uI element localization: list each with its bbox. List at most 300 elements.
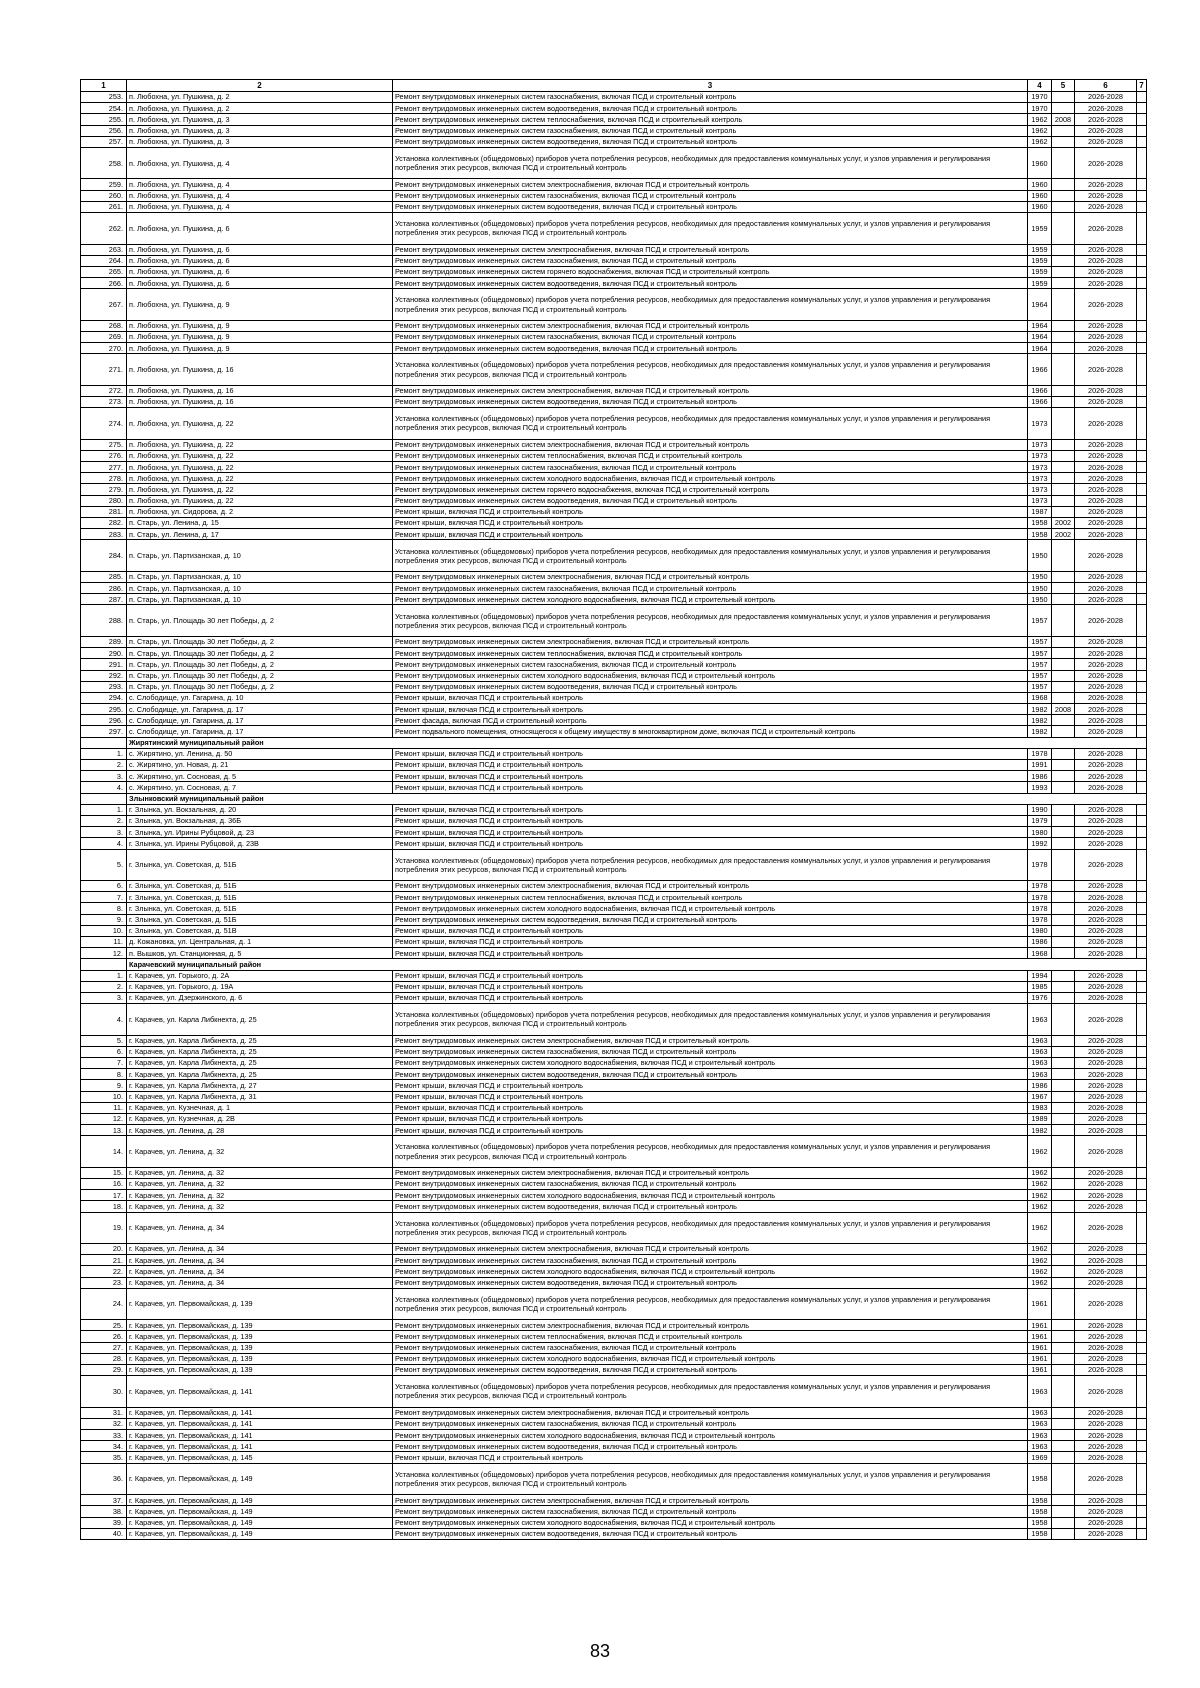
table-row: [81, 605, 1147, 637]
row-number-cell: 286.: [81, 583, 127, 594]
table-row: [81, 1376, 1147, 1408]
extra-cell: [1137, 892, 1147, 903]
build-year-cell: 1959: [1028, 266, 1052, 277]
planned-period-cell: 2026-2028: [1075, 1365, 1137, 1376]
build-year-cell: 1973: [1028, 408, 1052, 440]
last-repair-year-cell: [1052, 473, 1075, 484]
row-number-cell: 29.: [81, 1365, 127, 1376]
row-number-cell: 28.: [81, 1353, 127, 1364]
planned-period-cell: 2026-2028: [1075, 849, 1137, 881]
work-type-cell: Ремонт внутридомовых инженерных систем водоотведения, включая ПСД и строительный контроль: [393, 1277, 1028, 1288]
last-repair-year-cell: [1052, 1452, 1075, 1463]
extra-cell: [1137, 571, 1147, 582]
row-number-cell: 30.: [81, 1376, 127, 1408]
row-number-cell: 282.: [81, 518, 127, 529]
build-year-cell: 1964: [1028, 289, 1052, 321]
work-type-cell: Ремонт крыши, включая ПСД и строительный контроль: [393, 748, 1028, 759]
work-type-cell: Установка коллективных (общедомовых) приборов учета потребления ресурсов, необходимых для предоставления коммунальных услуг, и узлов управления и регулирования потребления этих ресурсов, включая ПСД и строительный контроль: [393, 289, 1028, 321]
last-repair-year-cell: [1052, 244, 1075, 255]
row-number-cell: 20.: [81, 1244, 127, 1255]
row-number-cell: 297.: [81, 726, 127, 737]
row-number-cell: 274.: [81, 408, 127, 440]
table-row: [81, 1528, 1147, 1539]
address-cell: г. Карачев, ул. Карла Либкнехта, д. 25: [127, 1004, 393, 1036]
table-row: [81, 1506, 1147, 1517]
work-type-cell: Ремонт внутридомовых инженерных систем водоотведения, включая ПСД и строительный контроль: [393, 201, 1028, 212]
extra-cell: [1137, 936, 1147, 947]
extra-cell: [1137, 636, 1147, 647]
row-number-cell: 271.: [81, 354, 127, 386]
table-row: [81, 540, 1147, 572]
extra-cell: [1137, 1212, 1147, 1244]
work-type-cell: Ремонт внутридомовых инженерных систем электроснабжения, включая ПСД и строительный контроль: [393, 1407, 1028, 1418]
extra-cell: [1137, 1057, 1147, 1068]
address-cell: г. Злынка, ул. Советская, д. 51Б: [127, 914, 393, 925]
build-year-cell: 1959: [1028, 278, 1052, 289]
row-number-cell: 27.: [81, 1342, 127, 1353]
work-type-cell: Установка коллективных (общедомовых) приборов учета потребления ресурсов, необходимых для предоставления коммунальных услуг, и узлов управления и регулирования потребления этих ресурсов, включая ПСД и строительный контроль: [393, 1376, 1028, 1408]
last-repair-year-cell: [1052, 583, 1075, 594]
row-number-cell: 18.: [81, 1201, 127, 1212]
section-header-row: [81, 959, 1147, 970]
last-repair-year-cell: [1052, 881, 1075, 892]
build-year-cell: 1978: [1028, 881, 1052, 892]
build-year-cell: 1966: [1028, 385, 1052, 396]
table-row: [81, 715, 1147, 726]
row-number-cell: 9.: [81, 1080, 127, 1091]
planned-period-cell: 2026-2028: [1075, 692, 1137, 703]
address-cell: г. Карачев, ул. Карла Либкнехта, д. 31: [127, 1091, 393, 1102]
work-type-cell: Ремонт внутридомовых инженерных систем газоснабжения, включая ПСД и строительный контроль: [393, 1255, 1028, 1266]
work-type-cell: Ремонт внутридомовых инженерных систем горячего водоснабжения, включая ПСД и строительный контроль: [393, 266, 1028, 277]
address-cell: п. Любохна, ул. Пушкина, д. 6: [127, 266, 393, 277]
last-repair-year-cell: [1052, 136, 1075, 147]
last-repair-year-cell: [1052, 1266, 1075, 1277]
row-number-cell: 267.: [81, 289, 127, 321]
row-number-cell: 9.: [81, 914, 127, 925]
last-repair-year-cell: [1052, 1342, 1075, 1353]
address-cell: г. Карачев, ул. Карла Либкнехта, д. 25: [127, 1046, 393, 1057]
table-row: [81, 704, 1147, 715]
address-cell: г. Злынка, ул. Советская, д. 51В: [127, 925, 393, 936]
extra-cell: [1137, 970, 1147, 981]
row-number-cell: 21.: [81, 1255, 127, 1266]
address-cell: п. Любохна, ул. Пушкина, д. 6: [127, 255, 393, 266]
build-year-cell: 1983: [1028, 1102, 1052, 1113]
planned-period-cell: 2026-2028: [1075, 147, 1137, 179]
row-number-cell: 294.: [81, 692, 127, 703]
table-row: [81, 692, 1147, 703]
extra-cell: [1137, 385, 1147, 396]
row-number-cell: 3.: [81, 827, 127, 838]
build-year-cell: 1962: [1028, 1190, 1052, 1201]
last-repair-year-cell: [1052, 439, 1075, 450]
work-type-cell: Ремонт внутридомовых инженерных систем газоснабжения, включая ПСД и строительный контроль: [393, 331, 1028, 342]
extra-cell: [1137, 583, 1147, 594]
planned-period-cell: 2026-2028: [1075, 1080, 1137, 1091]
extra-cell: [1137, 190, 1147, 201]
table-row: [81, 179, 1147, 190]
table-row: [81, 1244, 1147, 1255]
row-number-cell: 284.: [81, 540, 127, 572]
build-year-cell: 1973: [1028, 473, 1052, 484]
last-repair-year-cell: [1052, 1190, 1075, 1201]
work-type-cell: Ремонт крыши, включая ПСД и строительный контроль: [393, 925, 1028, 936]
last-repair-year-cell: [1052, 385, 1075, 396]
row-number-cell: 290.: [81, 648, 127, 659]
planned-period-cell: 2026-2028: [1075, 1190, 1137, 1201]
work-type-cell: Ремонт фасада, включая ПСД и строительный контроль: [393, 715, 1028, 726]
last-repair-year-cell: [1052, 408, 1075, 440]
extra-cell: [1137, 495, 1147, 506]
extra-cell: [1137, 670, 1147, 681]
table-row: [81, 815, 1147, 826]
table-row: [81, 147, 1147, 179]
table-row: [81, 771, 1147, 782]
work-type-cell: Установка коллективных (общедомовых) приборов учета потребления ресурсов, необходимых для предоставления коммунальных услуг, и узлов управления и регулирования потребления этих ресурсов, включая ПСД и строительный контроль: [393, 354, 1028, 386]
row-number-cell: 283.: [81, 529, 127, 540]
build-year-cell: 1959: [1028, 255, 1052, 266]
last-repair-year-cell: [1052, 1046, 1075, 1057]
row-number-cell: 25.: [81, 1320, 127, 1331]
row-number-cell: 33.: [81, 1430, 127, 1441]
extra-cell: [1137, 179, 1147, 190]
address-cell: п. Любохна, ул. Пушкина, д. 22: [127, 495, 393, 506]
build-year-cell: 1963: [1028, 1046, 1052, 1057]
address-cell: п. Любохна, ул. Пушкина, д. 6: [127, 278, 393, 289]
last-repair-year-cell: [1052, 1407, 1075, 1418]
row-number-cell: 268.: [81, 320, 127, 331]
extra-cell: [1137, 782, 1147, 793]
extra-cell: [1137, 540, 1147, 572]
row-number-cell: 272.: [81, 385, 127, 396]
last-repair-year-cell: [1052, 1517, 1075, 1528]
row-number-cell: 266.: [81, 278, 127, 289]
planned-period-cell: 2026-2028: [1075, 1320, 1137, 1331]
planned-period-cell: 2026-2028: [1075, 970, 1137, 981]
table-row: [81, 103, 1147, 114]
last-repair-year-cell: [1052, 1178, 1075, 1189]
planned-period-cell: 2026-2028: [1075, 255, 1137, 266]
build-year-cell: 1994: [1028, 970, 1052, 981]
table-row: [81, 681, 1147, 692]
address-cell: г. Злынка, ул. Советская, д. 51Б: [127, 881, 393, 892]
work-type-cell: Ремонт внутридомовых инженерных систем холодного водоснабжения, включая ПСД и строительный контроль: [393, 473, 1028, 484]
work-type-cell: Ремонт внутридомовых инженерных систем электроснабжения, включая ПСД и строительный контроль: [393, 1167, 1028, 1178]
section-title: Злынковский муниципальный район: [127, 793, 1147, 804]
planned-period-cell: 2026-2028: [1075, 1266, 1137, 1277]
extra-cell: [1137, 1407, 1147, 1418]
address-cell: п. Старь, ул. Площадь 30 лет Победы, д. 2: [127, 659, 393, 670]
address-cell: п. Старь, ул. Площадь 30 лет Победы, д. 2: [127, 681, 393, 692]
extra-cell: [1137, 1463, 1147, 1495]
build-year-cell: 1961: [1028, 1320, 1052, 1331]
last-repair-year-cell: [1052, 540, 1075, 572]
extra-cell: [1137, 594, 1147, 605]
planned-period-cell: 2026-2028: [1075, 715, 1137, 726]
last-repair-year-cell: [1052, 782, 1075, 793]
build-year-cell: 1962: [1028, 1244, 1052, 1255]
row-number-cell: 2.: [81, 760, 127, 771]
table-row: [81, 136, 1147, 147]
row-number-cell: 277.: [81, 462, 127, 473]
build-year-cell: 1973: [1028, 462, 1052, 473]
build-year-cell: 1958: [1028, 1528, 1052, 1539]
table-row: [81, 1102, 1147, 1113]
column-header: 1: [81, 80, 127, 92]
address-cell: г. Карачев, ул. Первомайская, д. 139: [127, 1353, 393, 1364]
row-number-cell: 295.: [81, 704, 127, 715]
build-year-cell: 1989: [1028, 1113, 1052, 1124]
address-cell: г. Карачев, ул. Ленина, д. 34: [127, 1277, 393, 1288]
address-cell: г. Карачев, ул. Первомайская, д. 149: [127, 1506, 393, 1517]
planned-period-cell: 2026-2028: [1075, 540, 1137, 572]
row-number-cell: 31.: [81, 1407, 127, 1418]
address-cell: г. Карачев, ул. Карла Либкнехта, д. 25: [127, 1057, 393, 1068]
last-repair-year-cell: [1052, 1277, 1075, 1288]
table-row: [81, 981, 1147, 992]
row-number-cell: 273.: [81, 397, 127, 408]
last-repair-year-cell: [1052, 1035, 1075, 1046]
address-cell: п. Любохна, ул. Пушкина, д. 3: [127, 114, 393, 125]
last-repair-year-cell: [1052, 1441, 1075, 1452]
extra-cell: [1137, 1376, 1147, 1408]
build-year-cell: 1992: [1028, 838, 1052, 849]
build-year-cell: 1958: [1028, 518, 1052, 529]
row-number-cell: 262.: [81, 213, 127, 245]
work-type-cell: Ремонт крыши, включая ПСД и строительный контроль: [393, 506, 1028, 517]
address-cell: г. Злынка, ул. Советская, д. 51Б: [127, 849, 393, 881]
table-row: [81, 439, 1147, 450]
row-number-cell: 1.: [81, 804, 127, 815]
address-cell: г. Злынка, ул. Советская, д. 51Б: [127, 892, 393, 903]
address-cell: г. Карачев, ул. Первомайская, д. 139: [127, 1342, 393, 1353]
address-cell: п. Любохна, ул. Пушкина, д. 22: [127, 462, 393, 473]
build-year-cell: 1960: [1028, 147, 1052, 179]
last-repair-year-cell: [1052, 190, 1075, 201]
last-repair-year-cell: [1052, 450, 1075, 461]
last-repair-year-cell: [1052, 1201, 1075, 1212]
row-number-cell: 258.: [81, 147, 127, 179]
row-number-cell: 4.: [81, 838, 127, 849]
planned-period-cell: 2026-2028: [1075, 385, 1137, 396]
work-type-cell: Ремонт внутридомовых инженерных систем электроснабжения, включая ПСД и строительный контроль: [393, 881, 1028, 892]
table-row: [81, 114, 1147, 125]
work-type-cell: Ремонт внутридомовых инженерных систем газоснабжения, включая ПСД и строительный контроль: [393, 462, 1028, 473]
row-number-cell: 254.: [81, 103, 127, 114]
work-type-cell: Установка коллективных (общедомовых) приборов учета потребления ресурсов, необходимых для предоставления коммунальных услуг, и узлов управления и регулирования потребления этих ресурсов, включая ПСД и строительный контроль: [393, 1004, 1028, 1036]
planned-period-cell: 2026-2028: [1075, 343, 1137, 354]
work-type-cell: Ремонт внутридомовых инженерных систем водоотведения, включая ПСД и строительный контроль: [393, 1441, 1028, 1452]
build-year-cell: 1970: [1028, 103, 1052, 114]
extra-cell: [1137, 1365, 1147, 1376]
extra-cell: [1137, 201, 1147, 212]
work-type-cell: Установка коллективных (общедомовых) приборов учета потребления ресурсов, необходимых для предоставления коммунальных услуг, и узлов управления и регулирования потребления этих ресурсов, включая ПСД и строительный контроль: [393, 1288, 1028, 1320]
build-year-cell: 1959: [1028, 244, 1052, 255]
row-number-cell: 285.: [81, 571, 127, 582]
table-row: [81, 484, 1147, 495]
table-row: [81, 804, 1147, 815]
extra-cell: [1137, 289, 1147, 321]
build-year-cell: 1982: [1028, 1125, 1052, 1136]
table-row: [81, 1288, 1147, 1320]
extra-cell: [1137, 1441, 1147, 1452]
extra-cell: [1137, 408, 1147, 440]
build-year-cell: 1986: [1028, 1080, 1052, 1091]
work-type-cell: Ремонт крыши, включая ПСД и строительный контроль: [393, 1102, 1028, 1113]
planned-period-cell: 2026-2028: [1075, 1057, 1137, 1068]
row-number-cell: 257.: [81, 136, 127, 147]
build-year-cell: 1960: [1028, 179, 1052, 190]
extra-cell: [1137, 1201, 1147, 1212]
last-repair-year-cell: [1052, 804, 1075, 815]
build-year-cell: 1973: [1028, 450, 1052, 461]
extra-cell: [1137, 331, 1147, 342]
table-row: [81, 1320, 1147, 1331]
address-cell: с. Слободище, ул. Гагарина, д. 17: [127, 715, 393, 726]
planned-period-cell: 2026-2028: [1075, 397, 1137, 408]
last-repair-year-cell: [1052, 760, 1075, 771]
work-type-cell: Установка коллективных (общедомовых) приборов учета потребления ресурсов, необходимых для предоставления коммунальных услуг, и узлов управления и регулирования потребления этих ресурсов, включая ПСД и строительный контроль: [393, 147, 1028, 179]
extra-cell: [1137, 648, 1147, 659]
planned-period-cell: 2026-2028: [1075, 495, 1137, 506]
planned-period-cell: 2026-2028: [1075, 681, 1137, 692]
work-type-cell: Ремонт внутридомовых инженерных систем теплоснабжения, включая ПСД и строительный контроль: [393, 1331, 1028, 1342]
planned-period-cell: 2026-2028: [1075, 125, 1137, 136]
planned-period-cell: 2026-2028: [1075, 408, 1137, 440]
work-type-cell: Установка коллективных (общедомовых) приборов учета потребления ресурсов, необходимых для предоставления коммунальных услуг, и узлов управления и регулирования потребления этих ресурсов, включая ПСД и строительный контроль: [393, 213, 1028, 245]
build-year-cell: 1978: [1028, 748, 1052, 759]
build-year-cell: 1976: [1028, 992, 1052, 1003]
planned-period-cell: 2026-2028: [1075, 892, 1137, 903]
work-type-cell: Ремонт внутридомовых инженерных систем электроснабжения, включая ПСД и строительный контроль: [393, 179, 1028, 190]
last-repair-year-cell: [1052, 1057, 1075, 1068]
address-cell: п. Старь, ул. Площадь 30 лет Победы, д. 2: [127, 648, 393, 659]
last-repair-year-cell: [1052, 125, 1075, 136]
work-type-cell: Ремонт внутридомовых инженерных систем теплоснабжения, включая ПСД и строительный контроль: [393, 892, 1028, 903]
address-cell: г. Карачев, ул. Первомайская, д. 141: [127, 1407, 393, 1418]
work-type-cell: Ремонт крыши, включая ПСД и строительный контроль: [393, 804, 1028, 815]
address-cell: г. Карачев, ул. Ленина, д. 34: [127, 1255, 393, 1266]
build-year-cell: 1962: [1028, 136, 1052, 147]
planned-period-cell: 2026-2028: [1075, 1517, 1137, 1528]
table-row: [81, 659, 1147, 670]
table-row: [81, 1342, 1147, 1353]
last-repair-year-cell: [1052, 914, 1075, 925]
work-type-cell: Ремонт крыши, включая ПСД и строительный контроль: [393, 1452, 1028, 1463]
row-number-cell: 287.: [81, 594, 127, 605]
address-cell: п. Старь, ул. Партизанская, д. 10: [127, 571, 393, 582]
last-repair-year-cell: [1052, 1167, 1075, 1178]
row-number-cell: 23.: [81, 1277, 127, 1288]
work-type-cell: Ремонт внутридомовых инженерных систем водоотведения, включая ПСД и строительный контроль: [393, 397, 1028, 408]
table-row: [81, 594, 1147, 605]
address-cell: п. Любохна, ул. Пушкина, д. 4: [127, 147, 393, 179]
last-repair-year-cell: [1052, 571, 1075, 582]
work-type-cell: Ремонт внутридомовых инженерных систем холодного водоснабжения, включая ПСД и строительный контроль: [393, 1190, 1028, 1201]
row-number-cell: 14.: [81, 1136, 127, 1168]
planned-period-cell: 2026-2028: [1075, 1495, 1137, 1506]
extra-cell: [1137, 914, 1147, 925]
last-repair-year-cell: [1052, 1125, 1075, 1136]
row-number-cell: 4.: [81, 782, 127, 793]
planned-period-cell: 2026-2028: [1075, 914, 1137, 925]
last-repair-year-cell: [1052, 726, 1075, 737]
address-cell: п. Любохна, ул. Пушкина, д. 16: [127, 385, 393, 396]
table-row: [81, 1418, 1147, 1429]
planned-period-cell: 2026-2028: [1075, 594, 1137, 605]
planned-period-cell: 2026-2028: [1075, 114, 1137, 125]
planned-period-cell: 2026-2028: [1075, 1113, 1137, 1124]
build-year-cell: 1986: [1028, 771, 1052, 782]
planned-period-cell: 2026-2028: [1075, 992, 1137, 1003]
table-row: [81, 125, 1147, 136]
table-row: [81, 1125, 1147, 1136]
extra-cell: [1137, 1136, 1147, 1168]
planned-period-cell: 2026-2028: [1075, 1441, 1137, 1452]
last-repair-year-cell: [1052, 815, 1075, 826]
column-header: 3: [393, 80, 1028, 92]
build-year-cell: 1960: [1028, 201, 1052, 212]
last-repair-year-cell: [1052, 320, 1075, 331]
address-cell: п. Любохна, ул. Пушкина, д. 16: [127, 397, 393, 408]
build-year-cell: 1958: [1028, 1506, 1052, 1517]
build-year-cell: 1964: [1028, 343, 1052, 354]
row-number-cell: 16.: [81, 1178, 127, 1189]
row-number-cell: 2.: [81, 815, 127, 826]
address-cell: г. Злынка, ул. Советская, д. 51Б: [127, 903, 393, 914]
work-type-cell: Ремонт внутридомовых инженерных систем холодного водоснабжения, включая ПСД и строительный контроль: [393, 670, 1028, 681]
build-year-cell: 1991: [1028, 760, 1052, 771]
build-year-cell: 1993: [1028, 782, 1052, 793]
row-number-cell: 12.: [81, 1113, 127, 1124]
last-repair-year-cell: [1052, 462, 1075, 473]
table-row: [81, 506, 1147, 517]
planned-period-cell: 2026-2028: [1075, 244, 1137, 255]
extra-cell: [1137, 925, 1147, 936]
address-cell: г. Карачев, ул. Первомайская, д. 139: [127, 1365, 393, 1376]
address-cell: п. Любохна, ул. Пушкина, д. 2: [127, 92, 393, 103]
extra-cell: [1137, 981, 1147, 992]
build-year-cell: 1978: [1028, 914, 1052, 925]
extra-cell: [1137, 1331, 1147, 1342]
section-title: Жирятинский муниципальный район: [127, 737, 1147, 748]
address-cell: п. Любохна, ул. Пушкина, д. 22: [127, 408, 393, 440]
planned-period-cell: 2026-2028: [1075, 1201, 1137, 1212]
planned-period-cell: 2026-2028: [1075, 1069, 1137, 1080]
planned-period-cell: 2026-2028: [1075, 529, 1137, 540]
work-type-cell: Ремонт крыши, включая ПСД и строительный контроль: [393, 827, 1028, 838]
build-year-cell: 1950: [1028, 594, 1052, 605]
last-repair-year-cell: [1052, 1102, 1075, 1113]
build-year-cell: 1964: [1028, 331, 1052, 342]
table-row: [81, 670, 1147, 681]
section-spacer-cell: [81, 793, 127, 804]
planned-period-cell: 2026-2028: [1075, 354, 1137, 386]
table-row: [81, 1178, 1147, 1189]
planned-period-cell: 2026-2028: [1075, 320, 1137, 331]
address-cell: г. Карачев, ул. Первомайская, д. 141: [127, 1441, 393, 1452]
build-year-cell: 1950: [1028, 583, 1052, 594]
row-number-cell: 293.: [81, 681, 127, 692]
last-repair-year-cell: [1052, 1080, 1075, 1091]
extra-cell: [1137, 255, 1147, 266]
work-type-cell: Ремонт внутридомовых инженерных систем холодного водоснабжения, включая ПСД и строительный контроль: [393, 1353, 1028, 1364]
last-repair-year-cell: [1052, 484, 1075, 495]
extra-cell: [1137, 827, 1147, 838]
build-year-cell: 1961: [1028, 1288, 1052, 1320]
address-cell: г. Карачев, ул. Ленина, д. 34: [127, 1212, 393, 1244]
